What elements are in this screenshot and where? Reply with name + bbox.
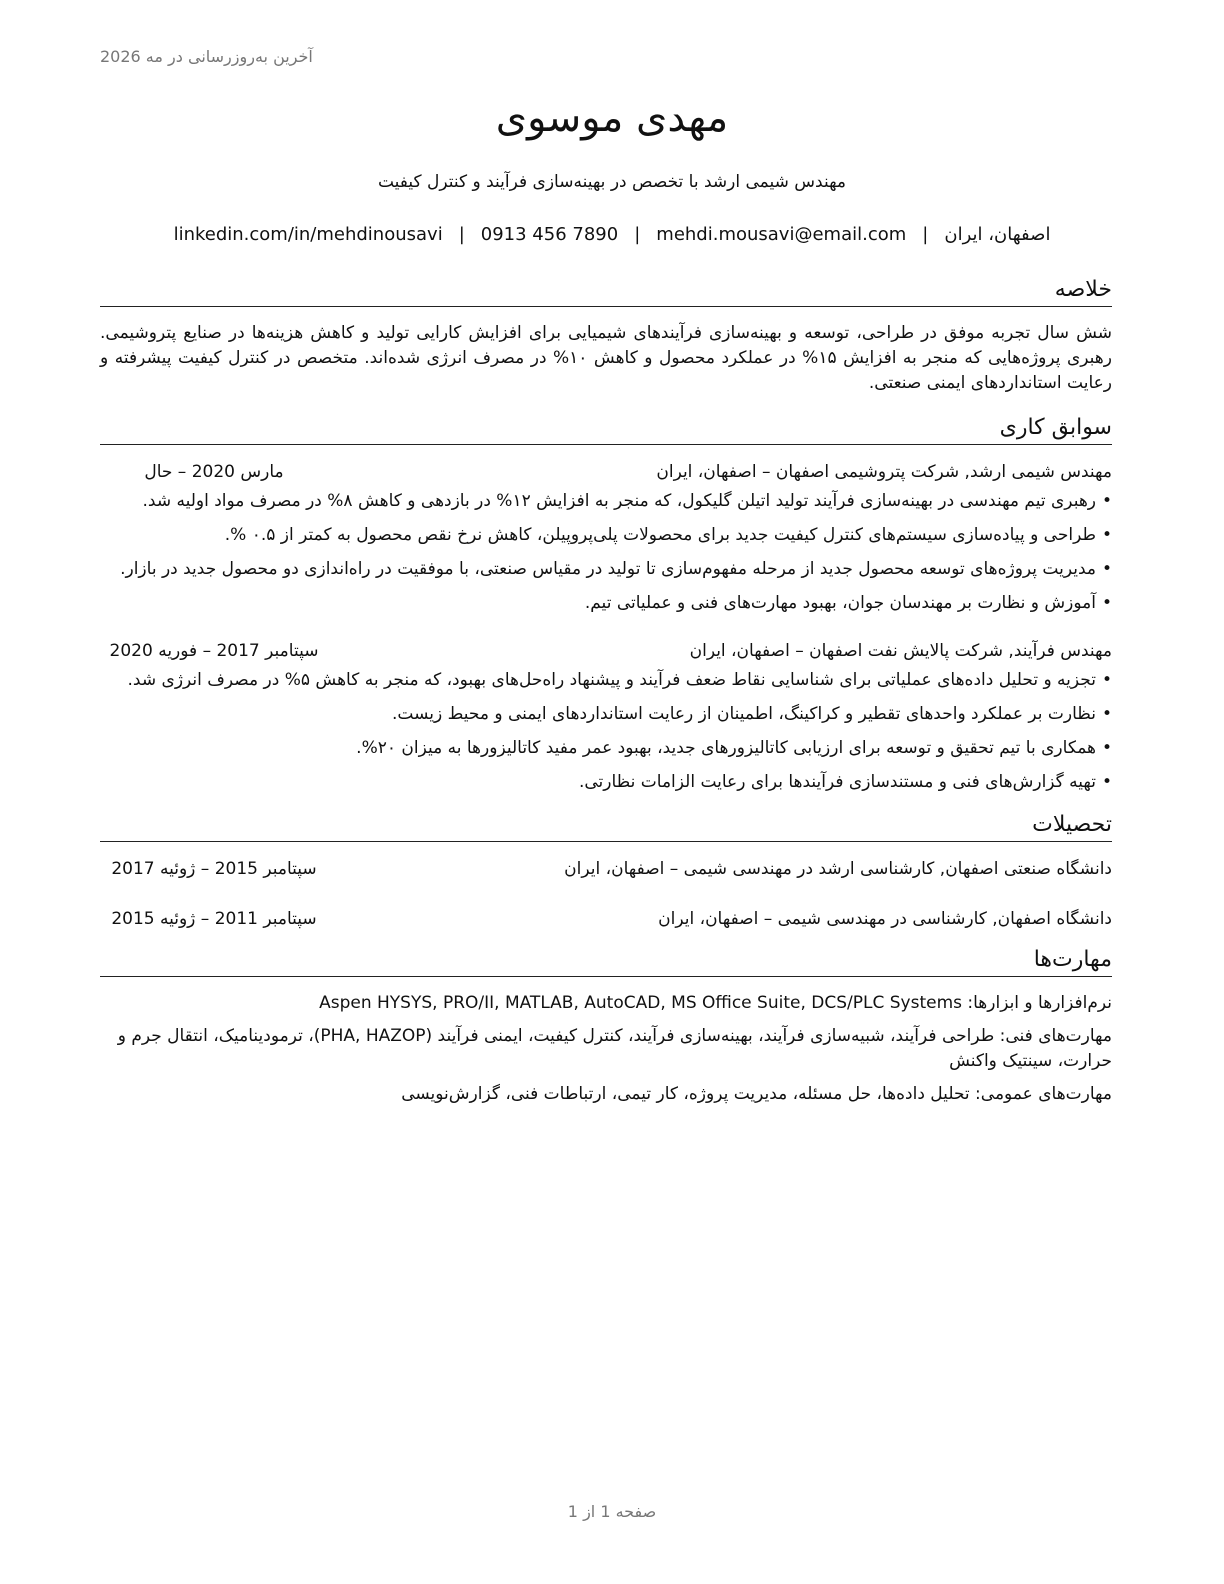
resume-content [100, 276, 1112, 1115]
education-dates: سپتامبر 2015 – ژوئیه 2017 [111, 859, 317, 879]
job-bullet: • همکاری با تیم تحقیق و توسعه برای ارزیابی کاتالیزورهای جدید، بهبود عمر مفید کاتالیزورها به میزان ۲۰%. [100, 736, 1112, 761]
contact-separator: | [458, 224, 465, 245]
job-bullet: • آموزش و نظارت بر مهندسان جوان، بهبود مهارت‌های فنی و عملیاتی تیم. [100, 591, 1112, 616]
page-number: صفحه 1 از 1 [567, 1502, 657, 1521]
skills-software: نرم‌افزارها و ابزارها: Aspen HYSYS, PRO/II, MATLAB, AutoCAD, MS Office Suite, DCS/PLC Systems [319, 993, 1112, 1013]
education-degree: دانشگاه اصفهان, کارشناسی در مهندسی شیمی – اصفهان، ایران [658, 909, 1112, 929]
contact-location: اصفهان، ایران [944, 224, 1051, 245]
contact-separator: | [922, 224, 929, 245]
contact-separator: | [634, 224, 641, 245]
job-dates: مارس 2020 – حال [144, 462, 284, 482]
contact-email[interactable]: mehdi.mousavi@email.com [656, 224, 907, 245]
education-degree: دانشگاه صنعتی اصفهان, کارشناسی ارشد در مهندسی شیمی – اصفهان، ایران [564, 859, 1112, 879]
job-bullet: • تجزیه و تحلیل داده‌های عملیاتی برای شناسایی نقاط ضعف فرآیند و پیشنهاد راه‌حل‌های بهبود، که منجر به کاهش ۵% در مصرف انرژی شد. [100, 668, 1112, 693]
candidate-headline: مهندس شیمی ارشد با تخصص در بهینه‌سازی فرآیند و کنترل کیفیت [377, 172, 847, 192]
job-bullet: • مدیریت پروژه‌های توسعه محصول جدید از مرحله مفهوم‌سازی تا تولید در مقیاس صنعتی، با موفقیت در راه‌اندازی دو محصول جدید در بازار. [100, 557, 1112, 582]
job-header [100, 459, 1112, 485]
summary-text: شش سال تجربه موفق در طراحی، توسعه و بهینه‌سازی فرآیندهای شیمیایی برای افزایش کارایی تولید و کاهش هزینه‌ها در صنایع پتروشیمی. رهبری پروژه‌هایی که منجر به افزایش ۱۵% در عملکرد محصول و کاهش ۱۰% در مصرف انرژی شده‌اند. متخصص در کنترل کیفیت پیشرفته و رعایت استانداردهای ایمنی صنعتی. [100, 323, 1112, 393]
experience-heading: سوابق کاری [100, 414, 1112, 445]
skills-technical: مهارت‌های فنی: طراحی فرآیند، شبیه‌سازی فرآیند، بهینه‌سازی فرآیند، کنترل کیفیت، ایمنی فرآیند (PHA, HAZOP)، ترمودینامیک، انتقال جرم و حرارت، سینتیک واکنش [117, 1026, 1112, 1071]
education-entry [100, 906, 1112, 932]
job-bullet: • تهیه گزارش‌های فنی و مستندسازی فرآیندها برای رعایت الزامات نظارتی. [100, 770, 1112, 795]
job-bullet: • نظارت بر عملکرد واحدهای تقطیر و کراکینگ، اطمینان از رعایت استانداردهای ایمنی و محیط زیست. [100, 702, 1112, 727]
education-dates: سپتامبر 2011 – ژوئیه 2015 [111, 909, 317, 929]
last-updated-note: آخرین به‌روزرسانی در مه 2026 [100, 47, 313, 66]
education-entry [100, 856, 1112, 882]
job-title-company: مهندس شیمی ارشد, شرکت پتروشیمی اصفهان – اصفهان، ایران [656, 462, 1112, 482]
job-title-company: مهندس فرآیند, شرکت پالایش نفت اصفهان – اصفهان، ایران [689, 641, 1112, 661]
job-entry [100, 638, 1112, 795]
job-entry [100, 459, 1112, 616]
job-bullets [100, 668, 1112, 795]
contact-phone[interactable]: 0913 456 7890 [480, 224, 619, 245]
contact-line [0, 224, 1224, 245]
contact-linkedin[interactable]: linkedin.com/in/mehdinousavi [173, 224, 443, 245]
job-bullet: • رهبری تیم مهندسی در بهینه‌سازی فرآیند تولید اتیلن گلیکول، که منجر به افزایش ۱۲% در بازدهی و کاهش ۸% در مصرف مواد اولیه شد. [100, 489, 1112, 514]
job-bullet: • طراحی و پیاده‌سازی سیستم‌های کنترل کیفیت جدید برای محصولات پلی‌پروپیلن، کاهش نرخ نقص محصول به کمتر از ۰.۵ %. [100, 523, 1112, 548]
skills-general: مهارت‌های عمومی: تحلیل داده‌ها، حل مسئله، مدیریت پروژه، کار تیمی، ارتباطات فنی، گزارش‌نویسی [401, 1084, 1112, 1104]
job-header [100, 638, 1112, 664]
job-bullets [100, 489, 1112, 616]
job-dates: سپتامبر 2017 – فوریه 2020 [109, 641, 319, 661]
candidate-name: مهدی موسوی [495, 95, 729, 141]
summary-heading: خلاصه [100, 276, 1112, 307]
skills-heading: مهارت‌ها [100, 946, 1112, 977]
education-heading: تحصیلات [100, 811, 1112, 842]
